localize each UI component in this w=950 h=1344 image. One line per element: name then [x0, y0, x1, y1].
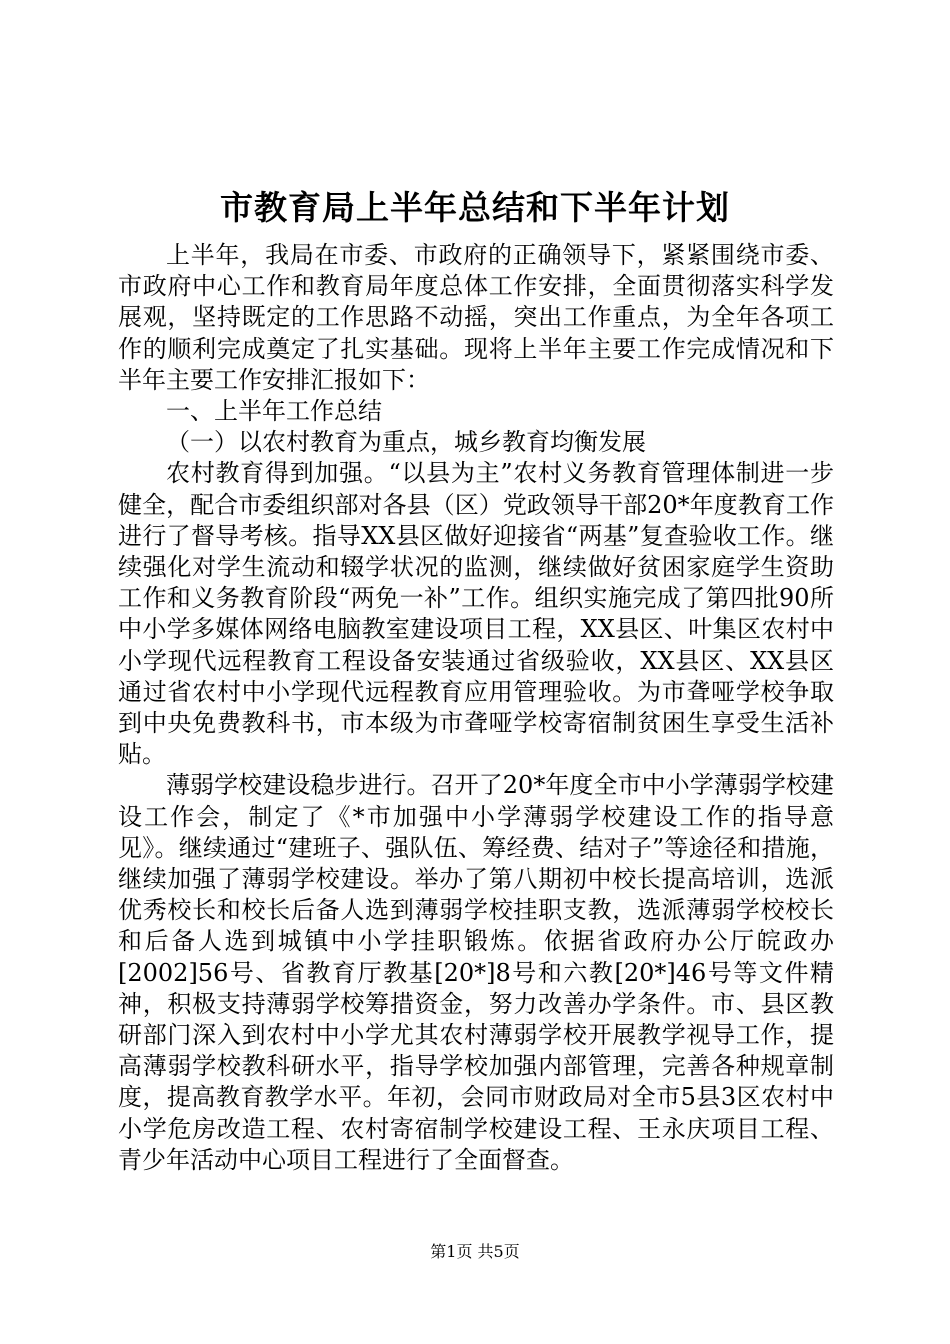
subsection-heading: （一）以农村教育为重点，城乡教育均衡发展	[166, 428, 646, 457]
rural-education-paragraph: 农村教育得到加强。“以县为主”农村义务教育管理体制进一步健全，配合市委组织部对各县（区）党政领导干部20*年度教育工作进行了督导考核。指导XX县区做好迎接省“两基”复查验收工作。继续强化对学生流动和辍学状况的监测，继续做好贫困家庭学生资助工作和义务教育阶段“两免一补”工作。组织实施完成了第四批90所中小学多媒体网络电脑教室建设项目工程，XX县区、叶集区农村中小学现代远程教育工程设备安装通过省级验收，XX县区、XX县区通过省农村中小学现代远程教育应用管理验收。为市聋哑学校争取到中央免费教科书，市本级为市聋哑学校寄宿制贫困生享受生活补贴。	[118, 459, 834, 769]
intro-paragraph: 上半年，我局在市委、市政府的正确领导下，紧紧围绕市委、市政府中心工作和教育局年度总体工作安排，全面贯彻落实科学发展观，坚持既定的工作思路不动摇，突出工作重点，为全年各项工作的顺利完成奠定了扎实基础。现将上半年主要工作完成情况和下半年主要工作安排汇报如下：	[118, 241, 834, 394]
weak-schools-paragraph: 薄弱学校建设稳步进行。召开了20*年度全市中小学薄弱学校建设工作会，制定了《*市加强中小学薄弱学校建设工作的指导意见》。继续通过“建班子、强队伍、筹经费、结对子”等途径和措施，继续加强了薄弱学校建设。举办了第八期初中校长提高培训，选派优秀校长和校长后备人选到薄弱学校挂职支教，选派薄弱学校校长和后备人选到城镇中小学挂职锻炼。依据省政府办公厅皖政办[2002]56号、省教育厅教基[20*]8号和六教[20*]46号等文件精神，积极支持薄弱学校筹措资金，努力改善办学条件。市、县区教研部门深入到农村中小学尤其农村薄弱学校开展教学视导工作，提高薄弱学校教科研水平，指导学校加强内部管理，完善各种规章制度，提高教育教学水平。年初，会同市财政局对全市5县3区农村中小学危房改造工程、农村寄宿制学校建设工程、王永庆项目工程、青少年活动中心项目工程进行了全面督查。	[118, 771, 834, 1174]
page-footer: 第1页 共5页	[430, 1242, 520, 1261]
document-body	[118, 240, 834, 1176]
section-heading: 一、上半年工作总结	[166, 397, 382, 426]
document-title: 市教育局上半年总结和下半年计划	[220, 188, 730, 227]
